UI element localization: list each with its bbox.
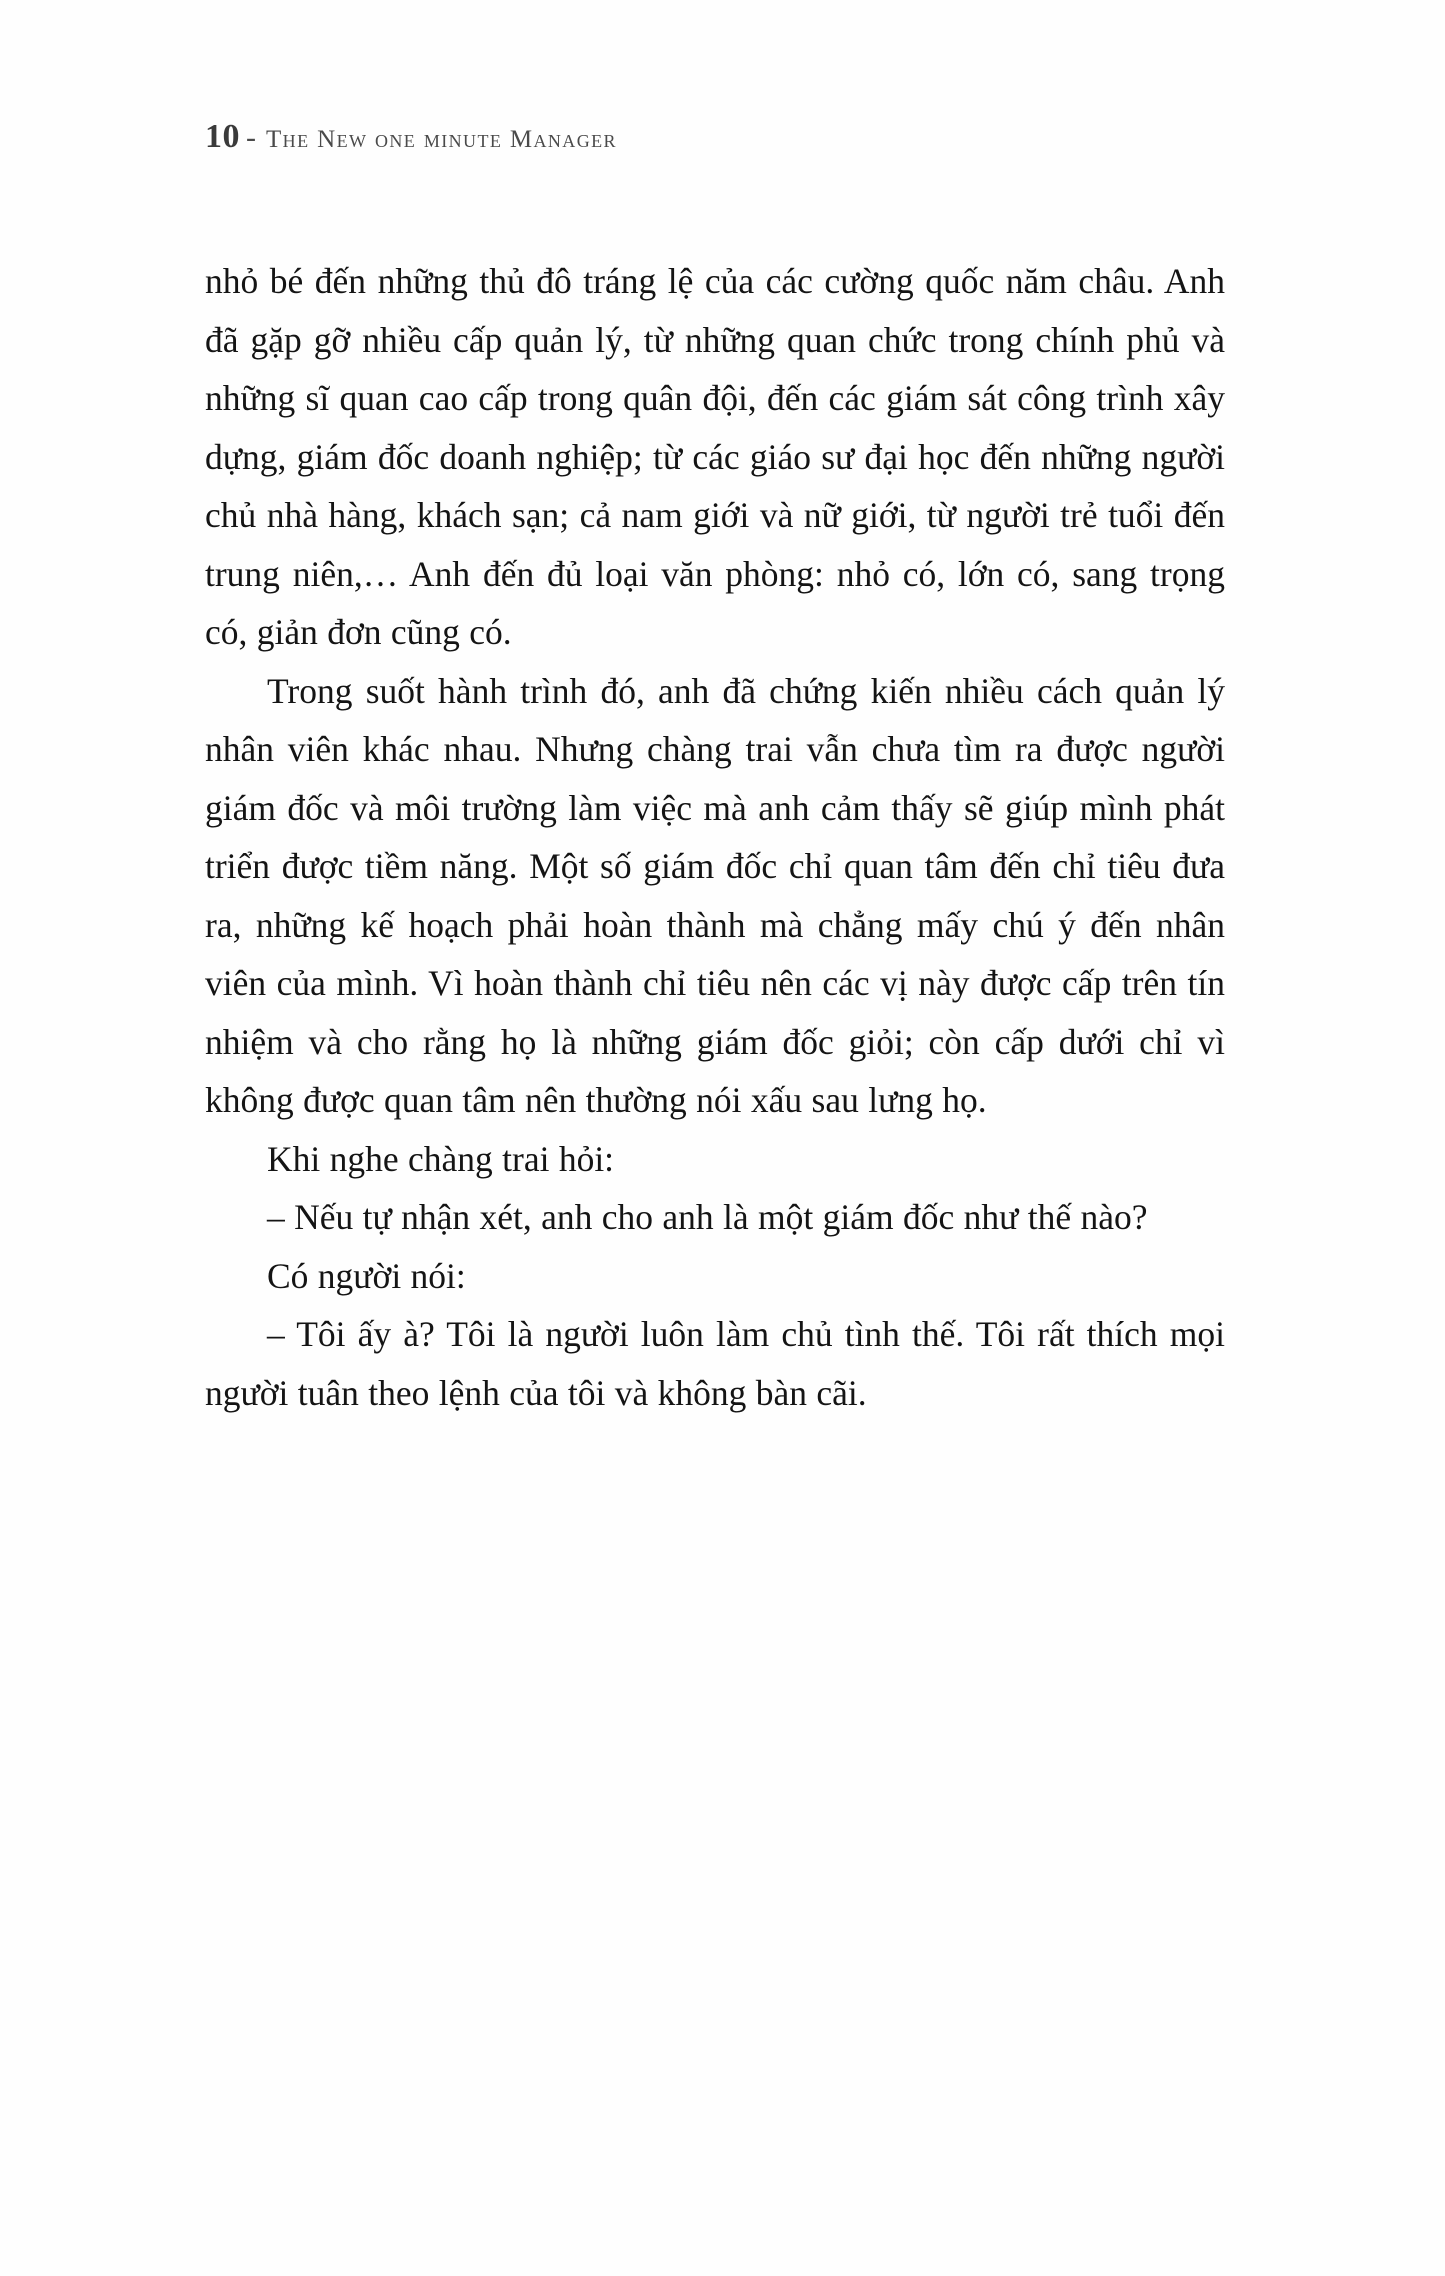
paragraph-dialogue: – Tôi ấy à? Tôi là người luôn làm chủ tình thế. Tôi rất thích mọi người tuân theo lệnh của tôi và không bàn cãi.: [205, 1314, 1225, 1413]
paragraph: Có người nói:: [267, 1255, 466, 1296]
page-number: 10: [205, 118, 240, 155]
page-content: [205, 118, 1225, 1422]
paragraph: Khi nghe chàng trai hỏi:: [267, 1138, 615, 1179]
running-header: [205, 118, 1225, 156]
paragraph: Trong suốt hành trình đó, anh đã chứng kiến nhiều cách quản lý nhân viên khác nhau. Nhưng chàng trai vẫn chưa tìm ra được người giám đốc và môi trường làm việc mà anh cảm thấy sẽ giúp mình phát triển được tiềm năng. Một số giám đốc chỉ quan tâm đến chỉ tiêu đưa ra, những kế hoạch phải hoàn thành mà chẳng mấy chú ý đến nhân viên của mình. Vì hoàn thành chỉ tiêu nên các vị này được cấp trên tín nhiệm và cho rằng họ là những giám đốc giỏi; còn cấp dưới chỉ vì không được quan tâm nên thường nói xấu sau lưng họ.: [205, 670, 1225, 1120]
paragraph: nhỏ bé đến những thủ đô tráng lệ của các cường quốc năm châu. Anh đã gặp gỡ nhiều cấp quản lý, từ những quan chức trong chính phủ và những sĩ quan cao cấp trong quân đội, đến các giám sát công trình xây dựng, giám đốc doanh nghiệp; từ các giáo sư đại học đến những người chủ nhà hàng, khách sạn; cả nam giới và nữ giới, từ người trẻ tuổi đến trung niên,… Anh đến đủ loại văn phòng: nhỏ có, lớn có, sang trọng có, giản đơn cũng có.: [205, 261, 1225, 652]
paragraph-dialogue: – Nếu tự nhận xét, anh cho anh là một giám đốc như thế nào?: [267, 1197, 1148, 1237]
header-separator: -: [246, 121, 256, 154]
book-title-header: The New one minute Manager: [266, 126, 617, 153]
